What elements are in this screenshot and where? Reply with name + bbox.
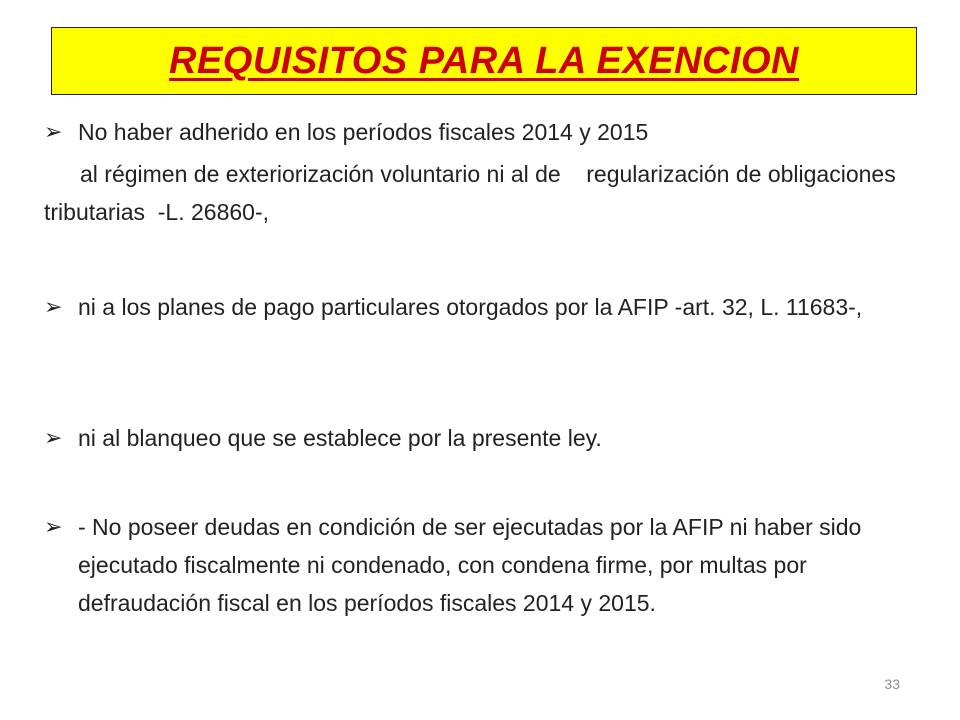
title-banner (51, 27, 917, 95)
slide-title: REQUISITOS PARA LA EXENCION (168, 39, 800, 82)
arrowhead-bullet-icon: ➢ (44, 294, 63, 319)
continuation-paragraph (44, 155, 924, 231)
page-number: 33 (884, 676, 900, 692)
arrowhead-bullet-icon: ➢ (44, 514, 63, 539)
bullet-item (44, 508, 918, 622)
bullet-item (44, 113, 918, 151)
continuation-text: al régimen de exteriorización voluntario ni al de regularización de obligaciones tributarias -L. 26860-, (44, 161, 903, 225)
bullet-item (44, 419, 918, 457)
bullet-item (44, 288, 918, 326)
arrowhead-bullet-icon: ➢ (44, 425, 63, 450)
arrowhead-bullet-icon: ➢ (44, 119, 63, 144)
bullet-text: ni a los planes de pago particulares otorgados por la AFIP -art. 32, L. 11683-, (78, 294, 863, 320)
bullet-text: ni al blanqueo que se establece por la presente ley. (78, 425, 602, 451)
bullet-text: No haber adherido en los períodos fiscales 2014 y 2015 (78, 119, 649, 145)
bullet-text: - No poseer deudas en condición de ser ejecutadas por la AFIP ni haber sido ejecutado fiscalmente ni condenado, con condena firme, por multas por defraudación fiscal en los períodos fiscales 2014 y 2015. (78, 514, 862, 616)
